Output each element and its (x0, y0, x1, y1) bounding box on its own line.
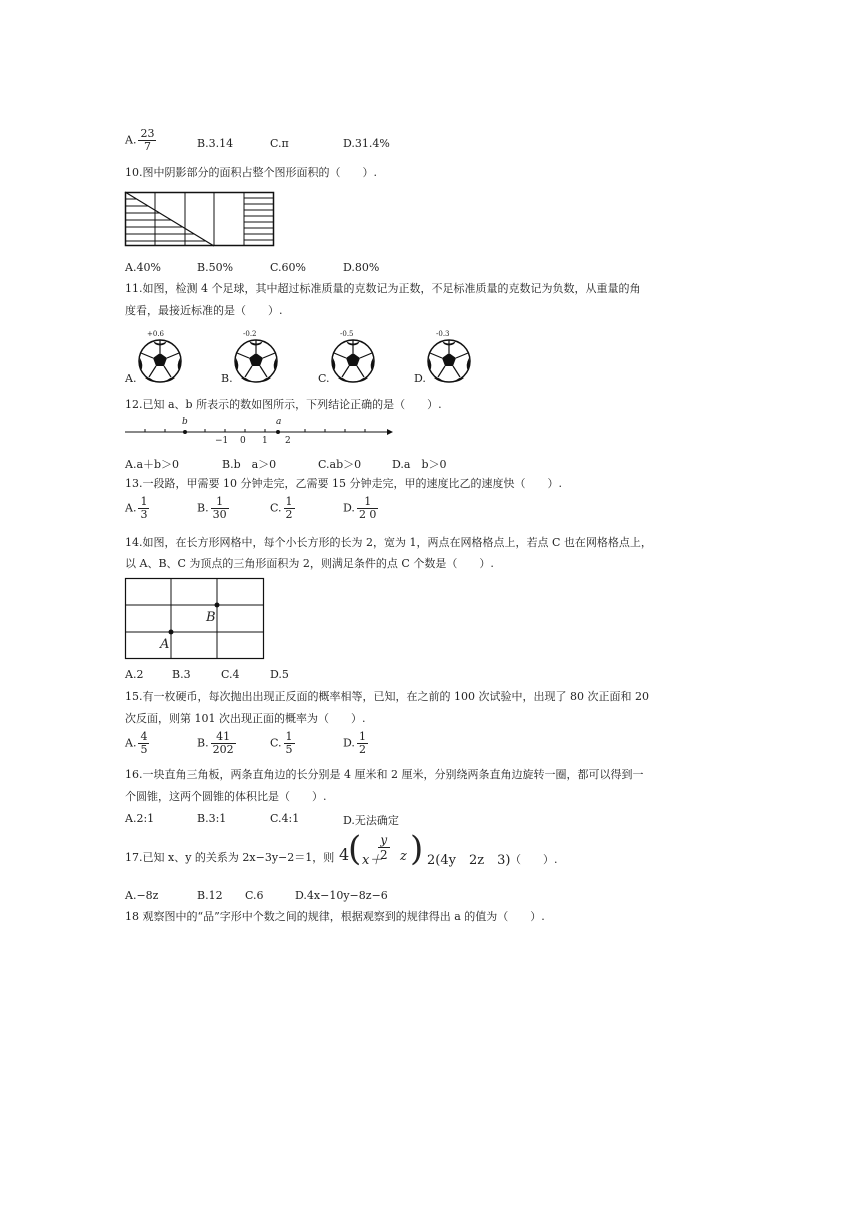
q17-option-c: C.6 (245, 889, 264, 902)
q15-option-d (343, 731, 368, 756)
q13-option-c-numerator: 1 (285, 495, 293, 508)
q11-stem-line2: 度看，最接近标准的是（ ）. (125, 304, 283, 317)
q9-option-b: B.3.14 (197, 137, 234, 150)
soccer-ball-icon (426, 338, 472, 384)
q17-left-paren: ( (348, 829, 362, 869)
q10-option-c: C.60% (270, 261, 306, 274)
q15-option-d-denominator: 2 (358, 743, 366, 756)
soccer-ball-icon (233, 338, 279, 384)
q11-option-c-value: -0.5 (340, 330, 354, 338)
q16-option-d: D.无法确定 (343, 814, 399, 827)
q10-stem: 10.图中阴影部分的面积占整个图形面积的（ ）. (125, 166, 377, 179)
q14-stem-line2: 以 A、B、C 为顶点的三角形面积为 2，则满足条件的点 C 个数是（ ）. (125, 557, 494, 570)
q14-stem-line1: 14.如图，在长方形网格中，每个小长方形的长为 2，宽为 1，两点在网格格点上，若点 C 也在网格格点上， (125, 536, 652, 549)
q14-label-b: B (206, 610, 216, 625)
q16-option-c: C.4:1 (270, 812, 300, 825)
q12-tick-1: 1 (262, 436, 268, 446)
q13-option-d (343, 496, 378, 521)
q18-stem: 18 观察图中的“品”字形中个数之间的规律，根据观察到的规律得出 a 的值为（ ）. (125, 910, 545, 923)
q11-option-c-letter: C. (318, 372, 330, 385)
q15-option-a-denominator: 5 (140, 743, 148, 756)
q15-option-b-numerator: 41 (211, 731, 236, 744)
q15-option-a (125, 731, 149, 756)
q11-option-b-value: -0.2 (243, 330, 257, 338)
q12-tick-2: 2 (285, 436, 291, 446)
q14-grid (125, 578, 265, 660)
q17-expr-rest: 2(4y 2z 3) (427, 853, 511, 868)
q17-option-d: D.4x−10y−8z−6 (295, 889, 388, 902)
q17-expr-z: z (400, 849, 407, 864)
q11-option-a-letter: A. (125, 372, 137, 385)
q15-option-d-prefix: D. (343, 736, 355, 750)
q11-option-d-letter: D. (414, 372, 426, 385)
q17-expr-x: x＋ (362, 853, 383, 868)
q14-label-a: A (160, 637, 170, 652)
q13-option-b-denominator: 30 (212, 508, 227, 521)
q15-stem-line2: 次反面，则第 101 次出现正面的概率为（ ）. (125, 712, 366, 725)
q12-option-a: A.a＋b＞0 (125, 458, 180, 471)
q15-option-b (197, 731, 236, 756)
q11-option-b-letter: B. (221, 372, 233, 385)
q12-number-line (125, 418, 395, 450)
q14-option-a: A.2 (125, 668, 144, 681)
q12-tick-minus1: −1 (215, 436, 229, 446)
q13-option-d-denominator: 2 0 (358, 508, 377, 521)
q16-option-a: A.2:1 (125, 812, 155, 825)
q10-option-d: D.80% (343, 261, 380, 274)
q9-option-a-numerator: 23 (140, 127, 155, 140)
q17-stem-prefix: 17.已知 x、y 的关系为 2x−3y−2＝1，则 (125, 851, 335, 864)
q12-option-d: D.a b＞0 (392, 458, 447, 471)
q17-expr-coefficient: 4 (339, 845, 350, 864)
q17-expr-fraction-num: y (378, 833, 390, 848)
q15-option-b-prefix: B. (197, 736, 209, 750)
q10-option-b: B.50% (197, 261, 234, 274)
q15-option-c-prefix: C. (270, 736, 282, 750)
q15-option-c-numerator: 1 (285, 730, 293, 743)
soccer-ball-icon (330, 338, 376, 384)
q14-option-c: C.4 (221, 668, 240, 681)
q17-stem-suffix: （ ）. (510, 853, 558, 866)
q9-option-c: C.π (270, 137, 289, 150)
q12-tick-0: 0 (240, 436, 246, 446)
q13-option-a-denominator: 3 (140, 508, 148, 521)
q11-option-d-value: -0.3 (436, 330, 450, 338)
soccer-ball-icon (137, 338, 183, 384)
q11-option-a-value: +0.6 (147, 330, 164, 338)
q12-option-c: C.ab＞0 (318, 458, 362, 471)
q12-label-a: a (276, 417, 282, 427)
q15-option-a-numerator: 4 (140, 730, 148, 743)
q13-option-c (270, 496, 295, 521)
q9-option-a: A. $\frac{23}{7}$ (125, 127, 155, 153)
q15-option-d-numerator: 1 (358, 730, 366, 743)
q13-option-b-numerator: 1 (211, 496, 229, 509)
q14-option-d: D.5 (270, 668, 289, 681)
q16-stem-line2: 个圆锥，这两个圆锥的体积比是（ ）. (125, 790, 327, 803)
q11-stem-line1: 11.如图，检测 4 个足球，其中超过标准质量的克数记为正数，不足标准质量的克数记为负数，从重量的角 (125, 282, 641, 295)
q13-option-b-prefix: B. (197, 501, 209, 515)
q10-option-a: A.40% (125, 261, 161, 274)
q15-stem-line1: 15.有一枚硬币，每次抛出出现正反面的概率相等，已知，在之前的 100 次试验中，出现了 80 次正面和 20 (125, 690, 649, 703)
q12-stem: 12.已知 a、b 所表示的数如图所示，下列结论正确的是（ ）. (125, 398, 442, 411)
q13-option-c-denominator: 2 (285, 508, 293, 521)
q13-option-d-numerator: 1 (357, 496, 379, 509)
q13-option-a-prefix: A. (125, 501, 137, 515)
q15-option-a-prefix: A. (125, 736, 137, 750)
q13-option-a-numerator: 1 (140, 495, 148, 508)
q17-option-a: A.−8z (125, 889, 159, 902)
q12-option-b: B.b a＞0 (222, 458, 277, 471)
q14-option-b: B.3 (172, 668, 191, 681)
q13-option-d-prefix: D. (343, 501, 355, 515)
q16-option-b: B.3:1 (197, 812, 227, 825)
q13-option-c-prefix: C. (270, 501, 282, 515)
q17-expr-fraction-den: 2 (380, 848, 388, 862)
q15-option-b-denominator: 202 (212, 743, 234, 756)
q16-stem-line1: 16.一块直角三角板，两条直角边的长分别是 4 厘米和 2 厘米，分别绕两条直角边旋转一圈，都可以得到一 (125, 768, 644, 781)
q15-option-c (270, 731, 295, 756)
q10-shaded-figure (125, 192, 275, 247)
q9-option-d: D.31.4% (343, 137, 390, 150)
q12-label-b: b (182, 417, 188, 427)
q17-expr-fraction (378, 833, 390, 862)
q9-option-a-denominator: 7 (143, 140, 151, 153)
q13-stem: 13.一段路，甲需要 10 分钟走完，乙需要 15 分钟走完，甲的速度比乙的速度快（ ）. (125, 477, 562, 490)
q17-right-paren: ) (410, 829, 424, 869)
q15-option-c-denominator: 5 (285, 743, 293, 756)
q13-option-b (197, 496, 229, 521)
q17-option-b: B.12 (197, 889, 223, 902)
q13-option-a (125, 496, 149, 521)
